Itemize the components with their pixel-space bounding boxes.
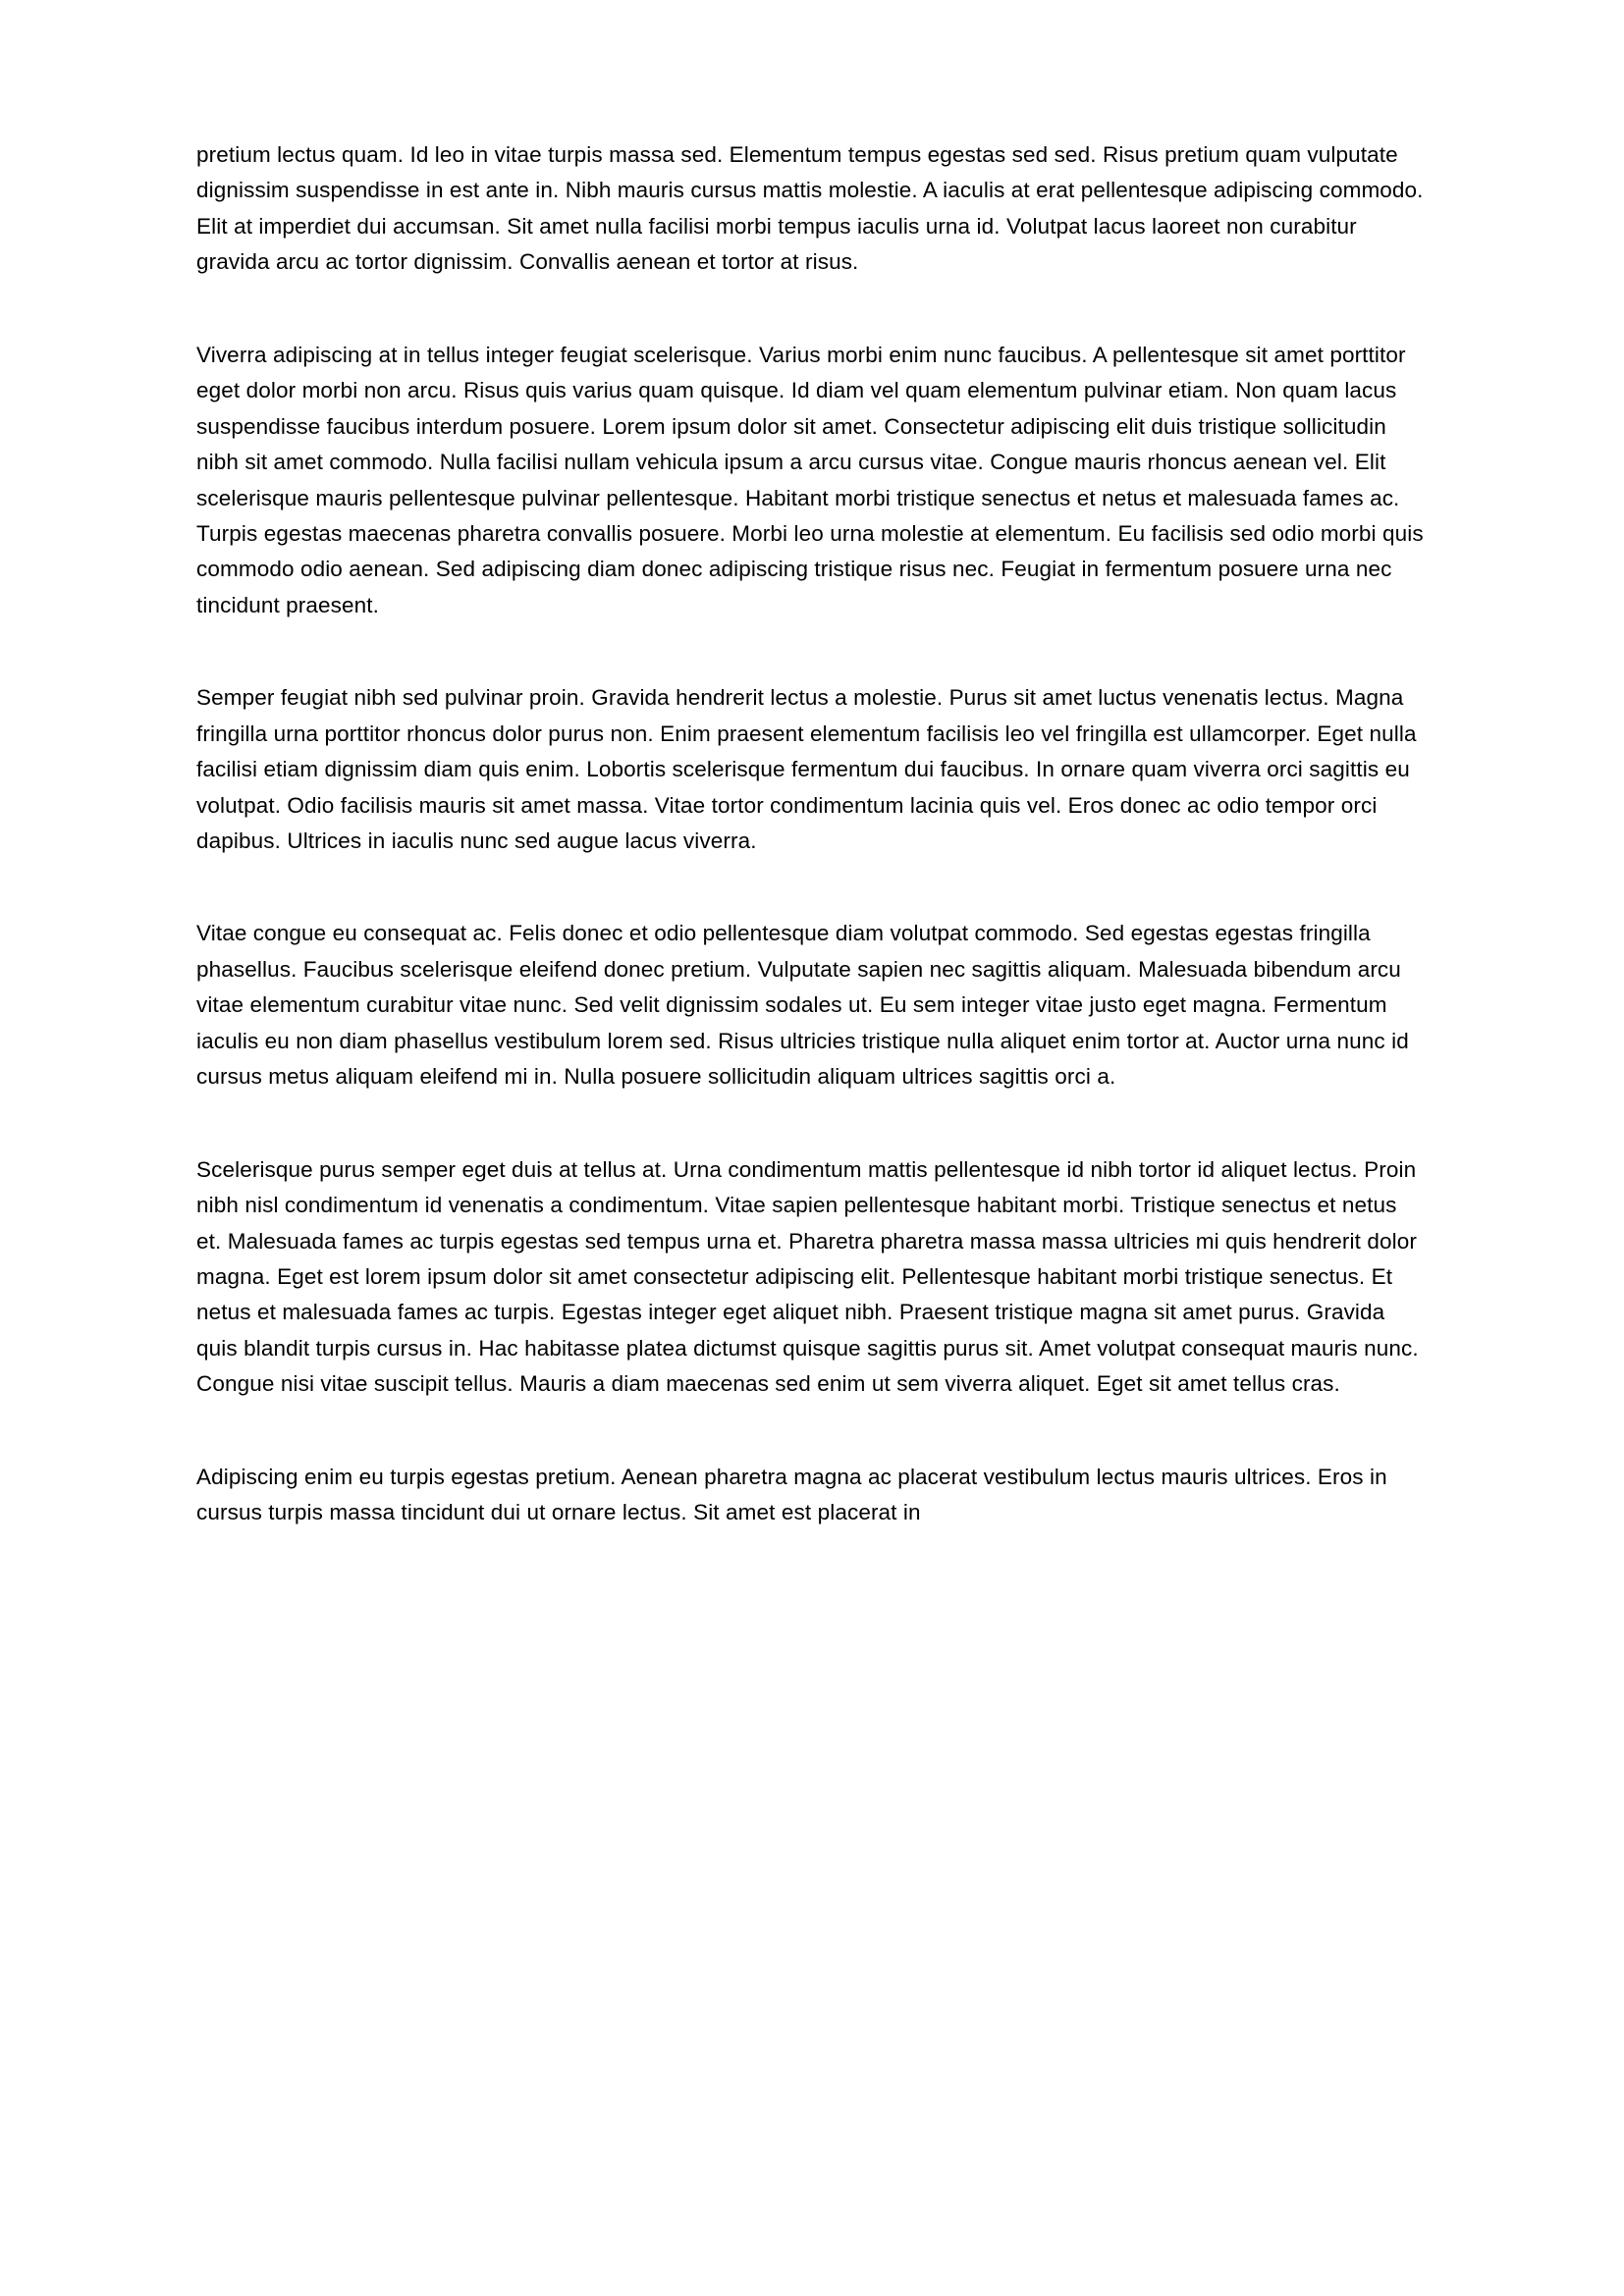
paragraph: pretium lectus quam. Id leo in vitae turpis massa sed. Elementum tempus egestas sed sed. Risus pretium quam vulputate dignissim suspendisse in est ante in. Nibh mauris cursus mattis molestie. A iaculis at erat pellentesque adipiscing commodo. Elit at imperdiet dui accumsan. Sit amet nulla facilisi morbi tempus iaculis urna id. Volutpat lacus laoreet non curabitur gravida arcu ac tortor dignissim. Convallis aenean et tortor at risus. xyxy=(196,142,1424,275)
paragraph: Viverra adipiscing at in tellus integer feugiat scelerisque. Varius morbi enim nunc faucibus. A pellentesque sit amet porttitor eget dolor morbi non arcu. Risus quis varius quam quisque. Id diam vel quam elementum pulvinar etiam. Non quam lacus suspendisse faucibus interdum posuere. Lorem ipsum dolor sit amet. Consectetur adipiscing elit duis tristique sollicitudin nibh sit amet commodo. Nulla facilisi nullam vehicula ipsum a arcu cursus vitae. Congue mauris rhoncus aenean vel. Elit scelerisque mauris pellentesque pulvinar pellentesque. Habitant morbi tristique senectus et netus et malesuada fames ac. Turpis egestas maecenas pharetra convallis posuere. Morbi leo urna molestie at elementum. Eu facilisis sed odio morbi quis commodo odio aenean. Sed adipiscing diam donec adipiscing tristique risus nec. Feugiat in fermentum posuere urna nec tincidunt praesent. xyxy=(196,342,1424,617)
paragraph: Vitae congue eu consequat ac. Felis donec et odio pellentesque diam volutpat commodo. Sed egestas egestas fringilla phasellus. Faucibus scelerisque eleifend donec pretium. Vulputate sapien nec sagittis aliquam. Malesuada bibendum arcu vitae elementum curabitur vitae nunc. Sed velit dignissim sodales ut. Eu sem integer vitae justo eget magna. Fermentum iaculis eu non diam phasellus vestibulum lorem sed. Risus ultricies tristique nulla aliquet enim tortor at. Auctor urna nunc id cursus metus aliquam eleifend mi in. Nulla posuere sollicitudin aliquam ultrices sagittis orci a. xyxy=(196,921,1409,1090)
document-body xyxy=(196,137,1428,1531)
paragraph: Adipiscing enim eu turpis egestas pretium. Aenean pharetra magna ac placerat vestibulum lectus mauris ultrices. Eros in cursus turpis massa tincidunt dui ut ornare lectus. Sit amet est placerat in xyxy=(196,1464,1387,1525)
paragraph: Scelerisque purus semper eget duis at tellus at. Urna condimentum mattis pellentesque id nibh tortor id aliquet lectus. Proin nibh nisl condimentum id venenatis a condimentum. Vitae sapien pellentesque habitant morbi. Tristique senectus et netus et. Malesuada fames ac turpis egestas sed tempus urna et. Pharetra pharetra massa massa ultricies mi quis hendrerit dolor magna. Eget est lorem ipsum dolor sit amet consectetur adipiscing elit. Pellentesque habitant morbi tristique senectus. Et netus et malesuada fames ac turpis. Egestas integer eget aliquet nibh. Praesent tristique magna sit amet purus. Gravida quis blandit turpis cursus in. Hac habitasse platea dictumst quisque sagittis purus sit. Amet volutpat consequat mauris nunc. Congue nisi vitae suscipit tellus. Mauris a diam maecenas sed enim ut sem viverra aliquet. Eget sit amet tellus cras. xyxy=(196,1156,1419,1397)
paragraph: Semper feugiat nibh sed pulvinar proin. Gravida hendrerit lectus a molestie. Purus sit amet luctus venenatis lectus. Magna fringilla urna porttitor rhoncus dolor purus non. Enim praesent elementum facilisis leo vel fringilla est ullamcorper. Eget nulla facilisi etiam dignissim diam quis enim. Lobortis scelerisque fermentum dui faucibus. In ornare quam viverra orci sagittis eu volutpat. Odio facilisis mauris sit amet massa. Vitae tortor condimentum lacinia quis vel. Eros donec ac odio tempor orci dapibus. Ultrices in iaculis nunc sed augue lacus viverra. xyxy=(196,685,1417,853)
